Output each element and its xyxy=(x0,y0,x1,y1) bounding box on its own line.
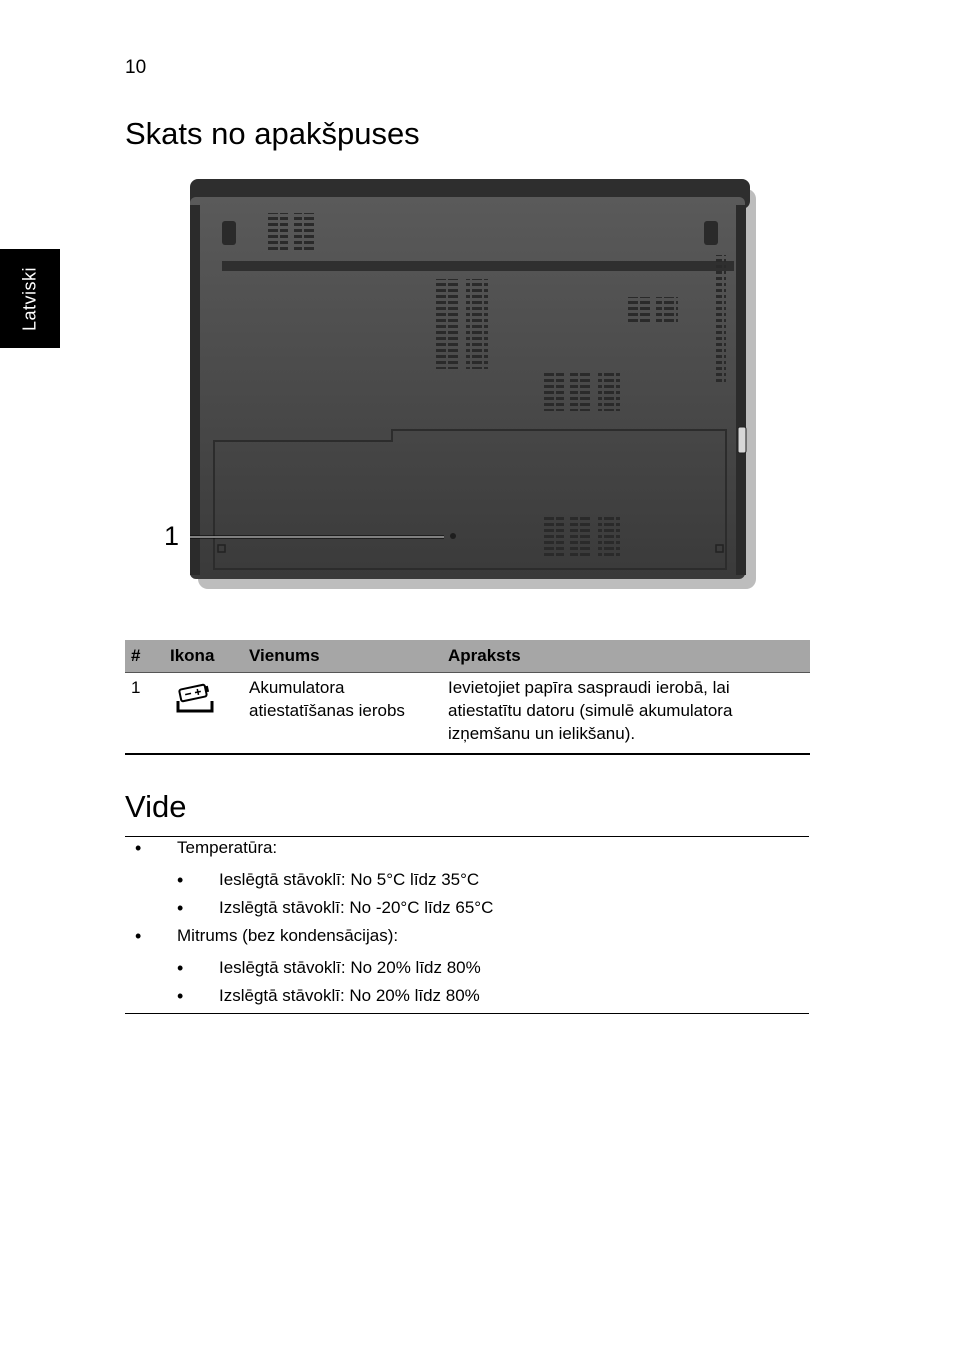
table-header-description: Apraksts xyxy=(442,640,810,673)
page-number: 10 xyxy=(125,57,147,78)
list-item-label: Temperatūra: xyxy=(177,838,278,857)
table-row xyxy=(125,673,810,755)
row-number: 1 xyxy=(125,673,164,755)
bullet-dot: • xyxy=(135,926,142,946)
laptop-bottom-view-illustration xyxy=(160,175,760,595)
battery-reset-icon xyxy=(170,679,220,717)
language-side-tab xyxy=(0,249,60,348)
section-title-bottom-view: Skats no apakšpuses xyxy=(125,116,420,151)
language-tab-label: Latviski xyxy=(19,266,40,331)
item-name-line-1: Akumulatora xyxy=(249,678,345,697)
table-header-num: # xyxy=(125,640,164,673)
list-item-label: Izslēgtā stāvoklī: No -20°C līdz 65°C xyxy=(219,898,494,917)
list-item-label: Ieslēgtā stāvoklī: No 5°C līdz 35°C xyxy=(219,870,480,889)
description-line-3: izņemšanu un ielikšanu). xyxy=(448,724,636,743)
row-description xyxy=(442,673,810,755)
bullet-dot: • xyxy=(177,870,184,890)
list-item-label: Ieslēgtā stāvoklī: No 20% līdz 80% xyxy=(219,958,481,977)
row-item-name xyxy=(243,673,442,755)
item-name-line-2: atiestatīšanas ierobs xyxy=(249,701,405,720)
bottom-view-items-table xyxy=(125,640,810,755)
list-item-label: Izslēgtā stāvoklī: No 20% līdz 80% xyxy=(219,986,480,1005)
bullet-dot: • xyxy=(177,986,184,1006)
description-line-1: Ievietojiet papīra saspraudi ierobā, lai xyxy=(448,678,730,697)
table-header-icon: Ikona xyxy=(164,640,243,673)
bullet-dot: • xyxy=(177,898,184,918)
callout-number-1: 1 xyxy=(164,521,180,551)
bullet-dot: • xyxy=(135,838,142,858)
row-icon-cell xyxy=(164,673,243,755)
environment-top-rule xyxy=(125,836,809,837)
list-item-label: Mitrums (bez kondensācijas): xyxy=(177,926,399,945)
table-header-row xyxy=(125,640,810,673)
bullet-dot: • xyxy=(177,958,184,978)
section-title-environment: Vide xyxy=(125,789,187,824)
environment-bottom-rule xyxy=(125,1013,809,1014)
description-line-2: atiestatītu datoru (simulē akumulatora xyxy=(448,701,733,720)
table-header-item: Vienums xyxy=(243,640,442,673)
